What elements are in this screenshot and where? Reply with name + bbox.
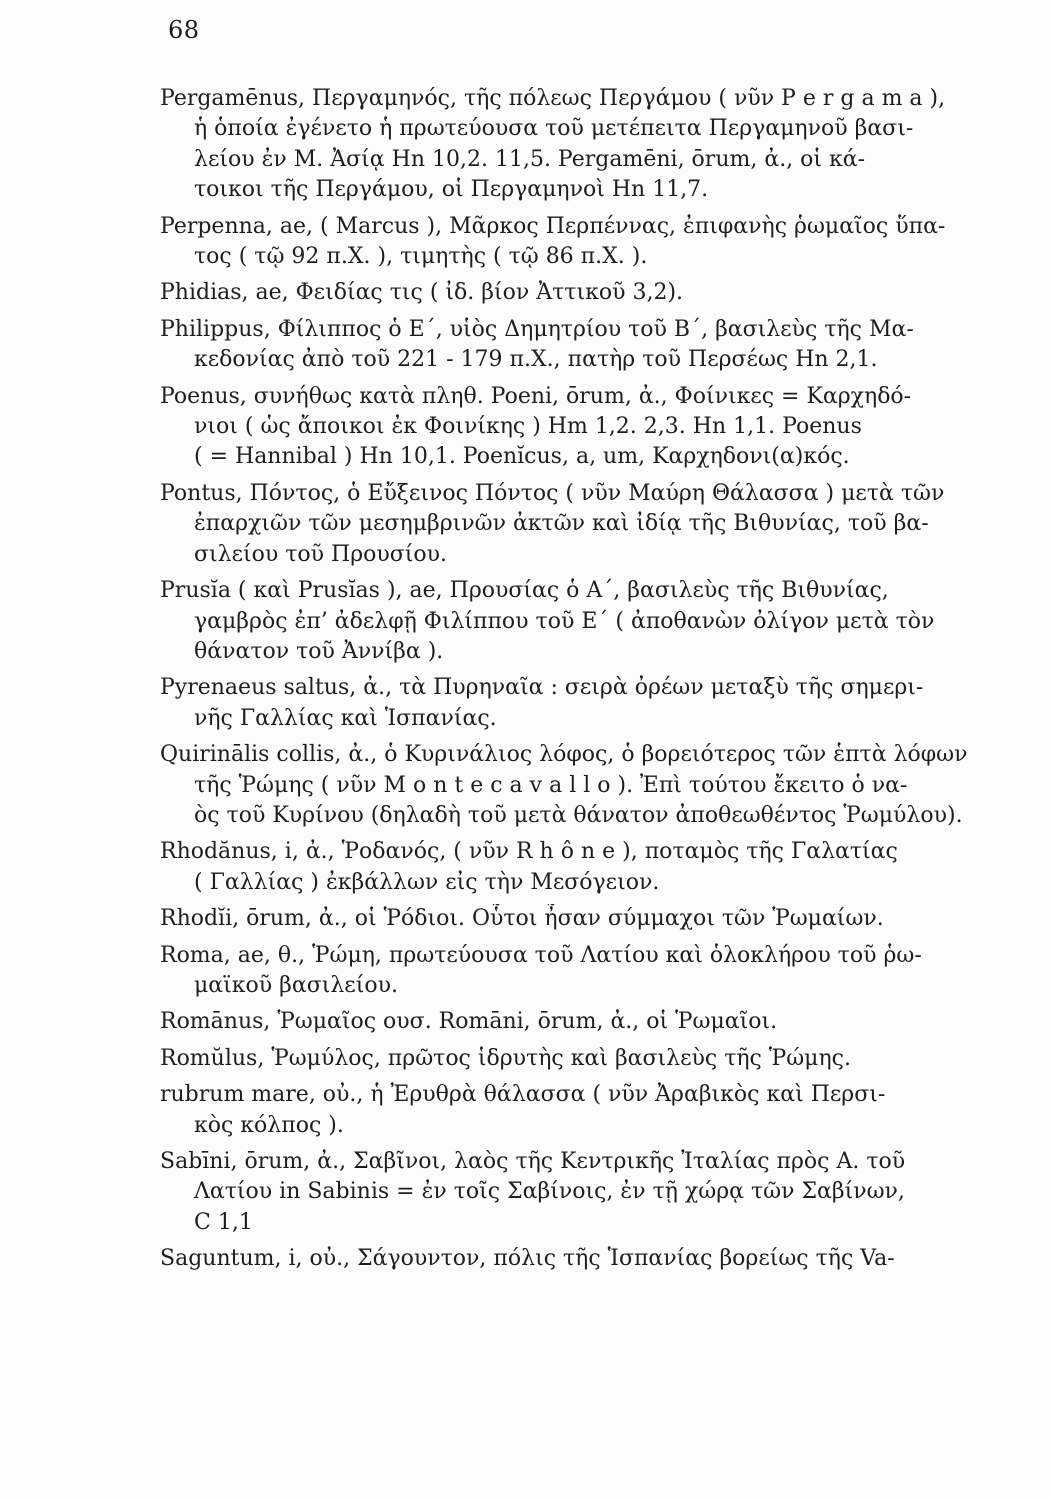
glossary-entry xyxy=(160,740,1026,831)
entry-continuation-line: Λατίου in Sabinis = ἐν τοῖς Σαβίνοις, ἐν τῇ χώρᾳ τῶν Σαβίνων, xyxy=(194,1179,905,1205)
entry-continuation-line: τοικοι τῆς Περγάμου, οἱ Περγαμηνοὶ Hn 11,7. xyxy=(194,177,709,203)
entry-continuation-line: θάνατον τοῦ Ἀννίβα ). xyxy=(194,638,444,664)
glossary-entry xyxy=(160,315,1026,376)
glossary-entry xyxy=(160,837,1026,898)
entry-headword-line: Rhodănus, i, ἀ., Ῥοδανός, ( νῦν R h ô n e ), ποταμὸς τῆς Γαλατίας xyxy=(160,839,898,865)
glossary-entry xyxy=(160,576,1026,667)
entry-continuation-line: λείου ἐν Μ. Ἀσίᾳ Hn 10,2. 11,5. Pergamēni, ōrum, ἀ., οἱ κά- xyxy=(194,146,866,172)
glossary-entry xyxy=(160,278,1026,308)
glossary-entry xyxy=(160,1080,1026,1141)
entry-continuation-line: τῆς Ῥώμης ( νῦν M o n t e c a v a l l o ). Ἐπὶ τούτου ἔκειτο ὁ να- xyxy=(194,772,908,798)
entry-headword-line: Phidias, ae, Φειδίας τις ( ἰδ. βίον Ἀττικοῦ 3,2). xyxy=(160,280,684,306)
glossary-entry xyxy=(160,1147,1026,1238)
entry-headword-line: Romŭlus, Ῥωμύλος, πρῶτος ἱδρυτὴς καὶ βασιλεὺς τῆς Ῥώμης. xyxy=(160,1045,851,1071)
glossary-entry xyxy=(160,941,1026,1002)
glossary-entry xyxy=(160,84,1026,206)
glossary-entry xyxy=(160,1044,1026,1074)
entry-headword-line: Rhodĭi, ōrum, ἀ., οἱ Ῥόδιοι. Οὗτοι ἦσαν σύμμαχοι τῶν Ῥωμαίων. xyxy=(160,906,884,932)
glossary-entry xyxy=(160,673,1026,734)
entry-continuation-line: μαϊκοῦ βασιλείου. xyxy=(194,972,398,998)
entry-continuation-line: ὸς τοῦ Κυρίνου (δηλαδὴ τοῦ μετὰ θάνατον ἀποθεωθέντος Ῥωμύλου). xyxy=(194,802,963,828)
entry-headword-line: Pontus, Πόντος, ὁ Εὔξεινος Πόντος ( νῦν Μαύρη Θάλασσα ) μετὰ τῶν xyxy=(160,480,945,506)
entry-headword-line: Philippus, Φίλιππος ὁ Ε΄, υἱὸς Δημητρίου τοῦ Β΄, βασιλεὺς τῆς Μα- xyxy=(160,316,914,342)
entry-continuation-line: ( = Hannibal ) Hn 10,1. Poenĭcus, a, um, Καρχηδονι(α)κός. xyxy=(194,444,850,470)
entry-continuation-line: σιλείου τοῦ Προυσίου. xyxy=(194,541,447,567)
glossary-entry xyxy=(160,382,1026,473)
glossary-entry xyxy=(160,479,1026,570)
glossary-entry xyxy=(160,1244,1026,1274)
entry-continuation-line: τος ( τῷ 92 π.Χ. ), τιμητὴς ( τῷ 86 π.Χ. ). xyxy=(194,244,648,270)
entry-continuation-line: ἐπαρχιῶν τῶν μεσημβρινῶν ἀκτῶν καὶ ἰδίᾳ τῆς Βιθυνίας, τοῦ βα- xyxy=(194,511,929,537)
entry-headword-line: Pyrenaeus saltus, ἀ., τὰ Πυρηναῖα : σειρὰ ὀρέων μεταξὺ τῆς σημερι- xyxy=(160,675,924,701)
entry-continuation-line: κεδονίας ἀπὸ τοῦ 221 - 179 π.Χ., πατὴρ τοῦ Περσέως Hn 2,1. xyxy=(194,347,878,373)
glossary-entry xyxy=(160,1007,1026,1037)
entry-headword-line: Romānus, Ῥωμαῖος ουσ. Romāni, ōrum, ἀ., οἱ Ῥωμαῖοι. xyxy=(160,1009,778,1035)
entry-continuation-line: ( Γαλλίας ) ἐκβάλλων εἰς τὴν Μεσόγειον. xyxy=(194,869,660,895)
entry-continuation-line: ἡ ὁποία ἐγένετο ἡ πρωτεύουσα τοῦ μετέπειτα Περγαμηνοῦ βασι- xyxy=(194,116,914,142)
page-number: 68 xyxy=(168,16,200,44)
glossary-entry xyxy=(160,904,1026,934)
entry-continuation-line: κὸς κόλπος ). xyxy=(194,1112,344,1138)
entry-continuation-line: C 1,1 xyxy=(194,1209,253,1235)
entry-continuation-line: νῆς Γαλλίας καὶ Ἱσπανίας. xyxy=(194,705,497,731)
glossary-entry xyxy=(160,212,1026,273)
entry-continuation-line: νιοι ( ὡς ἄποικοι ἐκ Φοινίκης ) Hm 1,2. 2,3. Hn 1,1. Poenus xyxy=(194,414,862,440)
entry-headword-line: Roma, ae, θ., Ῥώμη, πρωτεύουσα τοῦ Λατίου καὶ ὁλοκλήρου τοῦ ῥω- xyxy=(160,942,922,968)
entry-continuation-line: γαμβρὸς ἐπ’ ἀδελφῇ Φιλίππου τοῦ Ε΄ ( ἀποθανὼν ὀλίγον μετὰ τὸν xyxy=(194,608,935,634)
entry-headword-line: Prusĭa ( καὶ Prusĭas ), ae, Προυσίας ὁ Α΄, βασιλεὺς τῆς Βιθυνίας, xyxy=(160,578,889,604)
entry-headword-line: Quirinālis collis, ἀ., ὁ Κυρινάλιος λόφος, ὁ βορειότερος τῶν ἑπτὰ λόφων xyxy=(160,742,968,768)
entry-headword-line: rubrum mare, οὐ., ἡ Ἐρυθρὰ θάλασσα ( νῦν Ἀραβικὸς καὶ Περσι- xyxy=(160,1082,886,1108)
entry-headword-line: Sabīni, ōrum, ἀ., Σαβῖνοι, λαὸς τῆς Κεντρικῆς Ἰταλίας πρὸς Α. τοῦ xyxy=(160,1149,906,1174)
entry-headword-line: Pergamēnus, Περγαμηνός, τῆς πόλεως Περγάμου ( νῦν P e r g a m a ), xyxy=(160,86,946,111)
entry-headword-line: Perpenna, ae, ( Marcus ), Μᾶρκος Περπέννας, ἐπιφανὴς ῥωμαῖος ὕπα- xyxy=(160,213,946,239)
entry-headword-line: Saguntum, i, οὐ., Σάγουντον, πόλις τῆς Ἱσπανίας βορείως τῆς Va- xyxy=(160,1246,895,1272)
entry-headword-line: Poenus, συνήθως κατὰ πληθ. Poeni, ōrum, ἀ., Φοίνικες = Καρχηδό- xyxy=(160,383,912,409)
glossary-entries xyxy=(160,84,1026,1281)
